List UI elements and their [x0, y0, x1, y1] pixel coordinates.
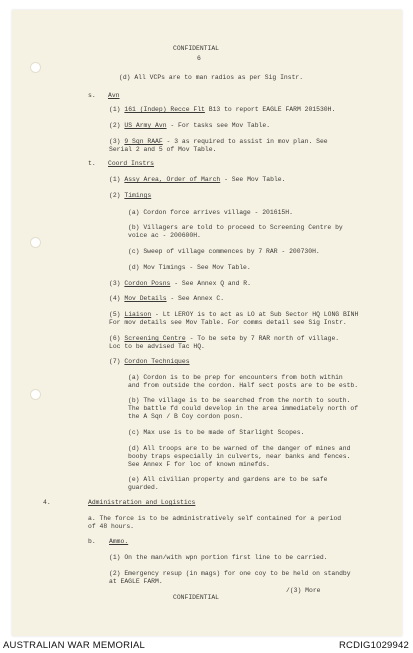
para-t5: (5) Liaison - Lt LEROY is to act as LO at Sub Sector HQ LONG BINH: [109, 311, 359, 318]
punch-hole: [30, 62, 41, 73]
para-4b-title: Ammo.: [109, 538, 129, 545]
section-4-title: Administration and Logistics: [88, 499, 196, 506]
para-t5-cont: For mov details see Mov Table. For comms detail see Sig Instr.: [109, 319, 347, 326]
para-t6-cont: Loc to be advised Tac HQ.: [109, 343, 205, 350]
para-4a: a. The force is to be administratively self contained for a period: [88, 515, 342, 522]
para-t7a-cont: and from outside the cordon. Half sect posts are to be estb.: [128, 382, 359, 389]
para-t4: (4) Mov Details - See Annex C.: [109, 295, 225, 302]
para-t2d: (d) Mov Timings - See Mov Table.: [128, 264, 251, 271]
para-4b-letter: b.: [88, 538, 96, 545]
para-t2b: (b) Villagers are told to proceed to Screening Centre by: [128, 224, 343, 231]
section-4-number: 4.: [43, 499, 51, 506]
para-t7b-cont: The battle fd could develop in the area immediately north of: [128, 405, 359, 412]
para-t1: (1) Assy Area, Order of March - See Mov Table.: [109, 176, 286, 183]
para-t7a: (a) Cordon is to be prep for encounters from both within: [128, 374, 343, 381]
para-t6: (6) Screening Centre - To be sete by 7 RAR north of village.: [109, 335, 340, 342]
para-4b1: (1) On the man/with wpn portion first line to be carried.: [109, 554, 328, 561]
archive-footer: [0, 640, 413, 653]
para-t7: (7) Cordon Techniques: [109, 358, 190, 365]
para-t-letter: t.: [88, 160, 96, 167]
archive-id: RCDIG1029942: [339, 640, 409, 651]
para-s3-cont: Serial 2 and 5 of Mov Table.: [109, 146, 217, 153]
punch-hole: [30, 237, 41, 248]
para-4b2-cont: at EAGLE FARM.: [109, 578, 163, 585]
page-number: 6: [197, 55, 201, 62]
para-t7b: (b) The village is to be searched from the north to south.: [128, 397, 351, 404]
para-t3: (3) Cordon Posns - See Annex Q and R.: [109, 280, 251, 287]
confidential-header: CONFIDENTIAL: [173, 45, 220, 52]
para-t2: (2) Timings: [109, 192, 152, 199]
para-t-title: Coord Instrs: [108, 160, 155, 167]
para-t7e: (e) All civilian property and gardens are to be safe: [128, 476, 328, 483]
para-t2a: (a) Cordon force arrives village - 201615H.: [128, 209, 293, 216]
archive-name: AUSTRALIAN WAR MEMORIAL: [3, 640, 146, 651]
para-r-d: (d) All VCPs are to man radios as per Sig Instr.: [119, 74, 304, 81]
para-t2b-cont: voice ac - 200600H.: [128, 232, 201, 239]
para-t7d-cont: booby traps especially in culverts, near banks and fences.: [128, 453, 351, 460]
punch-hole: [30, 389, 41, 400]
para-s2: (2) US Army Avn - For tasks see Mov Table.: [109, 122, 271, 129]
para-t7c: (c) Max use is to be made of Starlight Scopes.: [128, 429, 305, 436]
para-s3: (3) 9 Sqn RAAF - 3 as required to assist in mov plan. See: [109, 138, 328, 145]
para-s-letter: s.: [88, 92, 96, 99]
confidential-footer: CONFIDENTIAL: [173, 594, 220, 601]
para-4b2: (2) Emergency resup (in mags) for one coy to be held on standby: [109, 570, 351, 577]
continuation-marker: /(3) More: [286, 587, 321, 594]
para-s-title: Avn: [108, 92, 120, 99]
para-t7b-cont2: the A Sqn / B Coy cordon posn.: [128, 413, 244, 420]
para-t7d-cont2: See Annex F for loc of known minefds.: [128, 461, 270, 468]
para-t7d: (d) All troops are to be warned of the danger of mines and: [128, 445, 351, 452]
para-4a-cont: of 48 hours.: [88, 523, 135, 530]
para-s1: (1) 161 (Indep) Recce Flt B13 to report EAGLE FARM 201530H.: [109, 106, 336, 113]
para-t2c: (c) Sweep of village commences by 7 RAR - 200730H.: [128, 248, 320, 255]
para-t7e-cont: guarded.: [128, 484, 159, 491]
